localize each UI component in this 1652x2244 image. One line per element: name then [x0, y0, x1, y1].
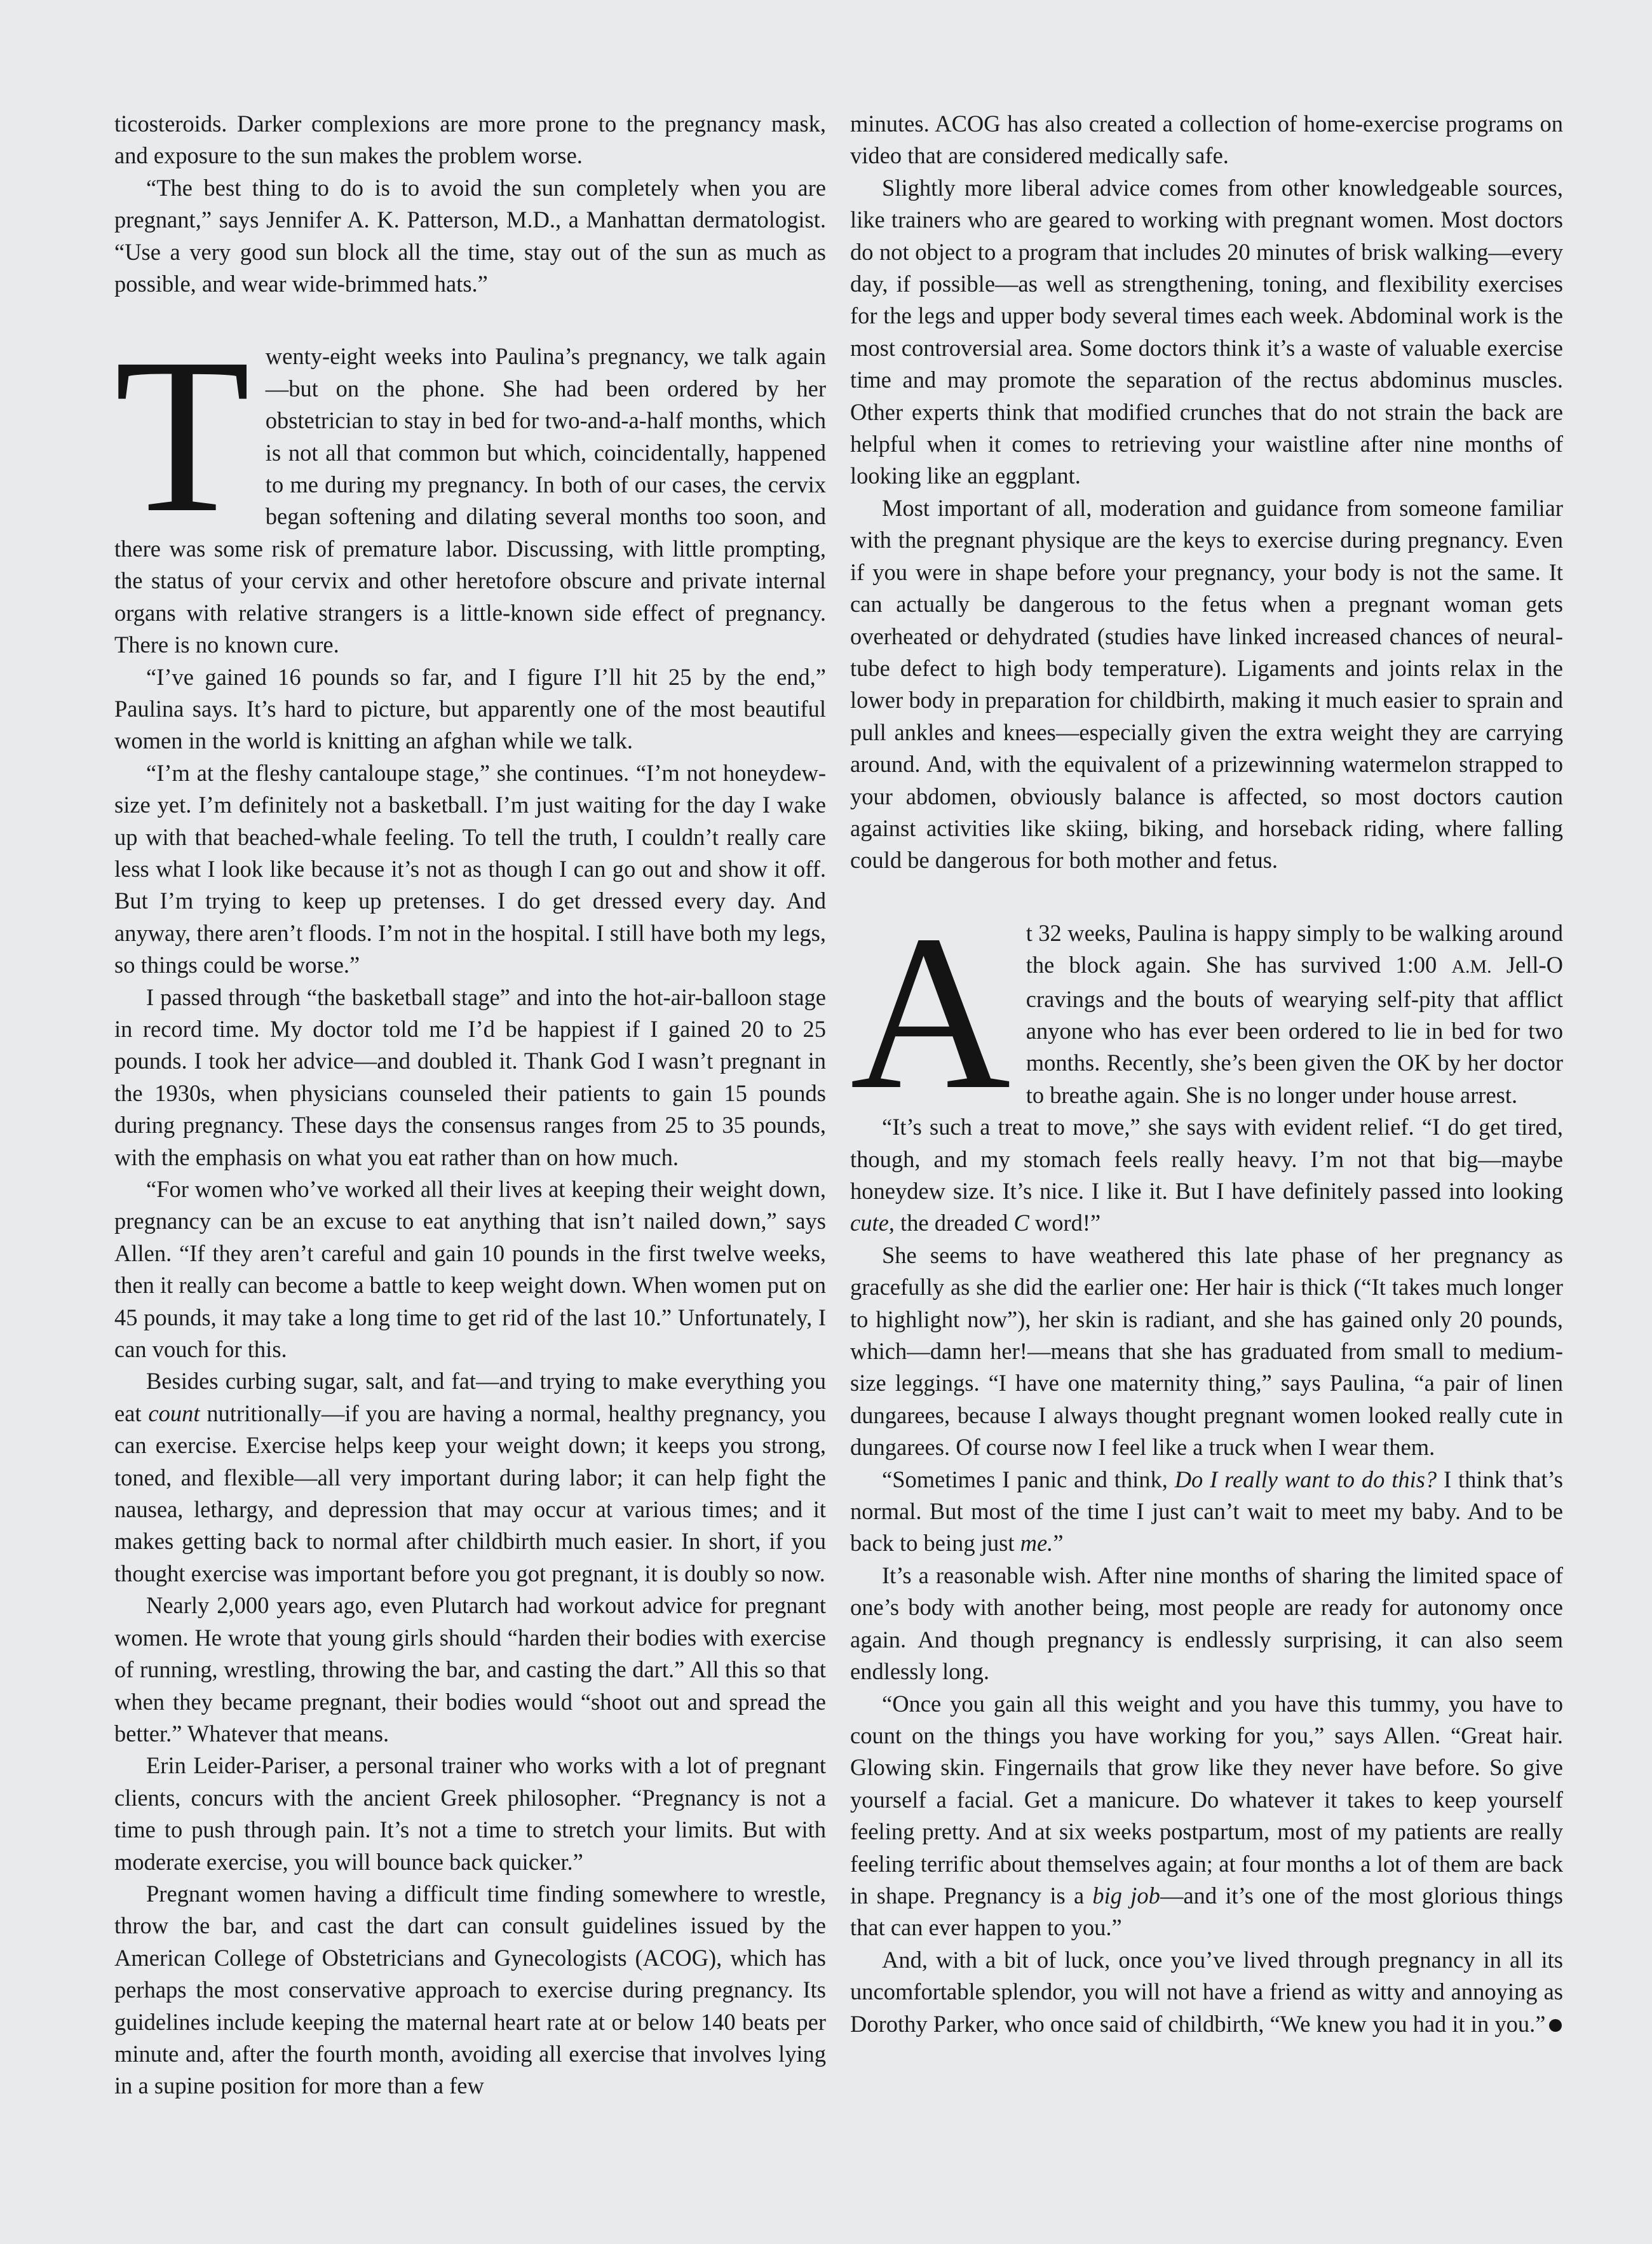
- drop-cap: A: [850, 888, 1011, 1135]
- paragraph: “The best thing to do is to avoid the sun completely when you are pregnant,” says Jennifer A. K. Patterson, M.D., a Manhattan dermatologist. “Use a very good sun block all the time, stay out of the sun as much as possible, and wear wide-brimmed hats.”: [114, 174, 826, 297]
- emphasis: big job: [1092, 1882, 1160, 1909]
- paragraph: I passed through “the basketball stage” and into the hot-air-balloon stage in record time. My doctor told me I’d be happiest if I gained 20 to 25 pounds. I took her advice—and doubled it. Thank God I wasn’t pregnant in the 1930s, when physicians counseled their patients to gain 15 pounds during pregnancy. These days the consensus ranges from 25 to 35 pounds, with the emphasis on what you eat rather than on how much.: [114, 983, 826, 1170]
- emphasis: count: [148, 1400, 200, 1426]
- drop-cap: T: [114, 312, 250, 559]
- paragraph: She seems to have weathered this late phase of her pregnancy as gracefully as she did the earlier one: Her hair is thick (“It takes much longer to highlight now”), her skin is radiant, and she has gained only 20 pounds, which—damn her!—means that she has graduated from small to medium-size leggings. “I have one maternity thing,” says Paulina, “a pair of linen dungarees, because I always thought pregnant women looked really cute in dungarees. Of course now I feel like a truck when I wear them.: [850, 1241, 1563, 1461]
- paragraph: Besides curbing sugar, salt, and fat—and trying to make everything you eat count nutritionally—if you are having a normal, healthy pregnancy, you can exercise. Exercise helps keep your weight down; it keeps you strong, toned, and flexible—all very important during labor; it can help fight the nausea, lethargy, and depression that may occur at various times; and it makes getting back to normal after childbirth much easier. In short, if you thought exercise was important before you got pregnant, it is doubly so now.: [114, 1368, 826, 1586]
- emphasis: cute,: [850, 1210, 895, 1236]
- paragraph: Most important of all, moderation and guidance from someone familiar with the pregnant physique are the keys to exercise during pregnancy. Even if you were in shape before your pregnancy, your body is not the same. It can actually be dangerous to the fetus when a pregnant woman gets overheated or dehydrated (studies have linked increased chances of neural-tube defect to high body temperature). Ligaments and joints relax in the lower body in preparation for childbirth, making it much easier to sprain and pull ankles and knees—especially given the extra weight they are carrying around. And, with the equivalent of a prizewinning watermelon strapped to your abdomen, obviously balance is affected, so most doctors caution against activities like skiing, biking, and horseback riding, where falling could be dangerous for both mother and fetus.: [850, 494, 1563, 874]
- emphasis: me.: [1020, 1530, 1053, 1557]
- paragraph: ticosteroids. Darker complexions are more prone to the pregnancy mask, and exposure to the sun makes the problem worse.: [114, 111, 826, 169]
- paragraph: minutes. ACOG has also created a collection of home-exercise programs on video that are considered medically safe.: [850, 111, 1563, 169]
- paragraph: “I’m at the fleshy cantaloupe stage,” she continues. “I’m not honeydew-size yet. I’m definitely not a basketball. I’m just waiting for the day I wake up with that beached-whale feeling. To tell the truth, I couldn’t really care less what I look like because it’s not as though I can go out and show it off. But I’m trying to keep up pretenses. I do get dressed every day. And anyway, there aren’t floods. I’m not in the hospital. I still have both my legs, so things could be worse.”: [114, 759, 826, 978]
- paragraph: Nearly 2,000 years ago, even Plutarch had workout advice for pregnant women. He wrote that young girls should “harden their bodies with exercise of running, wrestling, throwing the bar, and casting the dart.” All this so that when they became pregnant, their bodies would “shoot out and spread the better.” Whatever that means.: [114, 1592, 826, 1747]
- section-opening-paragraph: At 32 weeks, Paulina is happy simply to be walking around the block again. She has survived 1:00 A.M. Jell-O cravings and the bouts of wearying self-pity that afflict anyone who has ever been ordered to lie in bed for two months. Recently, she’s been given the OK by her doctor to breathe again. She is no longer under house arrest.: [850, 888, 1563, 1135]
- end-mark-icon: [1549, 2019, 1562, 2032]
- paragraph: And, with a bit of luck, once you’ve lived through pregnancy in all its uncomfortable splendor, you will not have a friend as witty and annoying as Dorothy Parker, who once said of childbirth, “We knew you had it in you.”: [850, 1946, 1563, 2037]
- paragraph: “Sometimes I panic and think, Do I really want to do this? I think that’s normal. But most of the time I just can’t wait to meet my baby. And to be back to being just me.”: [850, 1466, 1563, 1557]
- section-opening-paragraph: Twenty-eight weeks into Paulina’s pregnancy, we talk again—but on the phone. She had been ordered by her obstetrician to stay in bed for two-and-a-half months, which is not all that common but which, coincidentally, happened to me during my pregnancy. In both of our cases, the cervix began softening and dilating several months too soon, and there was some risk of premature labor. Discussing, with little prompting, the status of your cervix and other heretofore obscure and private internal organs with relative strangers is a little-known side effect of pregnancy. There is no known cure.: [114, 312, 826, 658]
- right-column: [850, 108, 1563, 2040]
- paragraph: Erin Leider-Pariser, a personal trainer who works with a lot of pregnant clients, concurs with the ancient Greek philosopher. “Pregnancy is not a time to push through pain. It’s not a time to stretch your limits. But with moderate exercise, you will bounce back quicker.”: [114, 1752, 826, 1875]
- emphasis: C: [1013, 1210, 1029, 1236]
- left-column: [114, 108, 826, 2102]
- paragraph: “I’ve gained 16 pounds so far, and I figure I’ll hit 25 by the end,” Paulina says. It’s hard to picture, but apparently one of the most beautiful women in the world is knitting an afghan while we talk.: [114, 663, 826, 754]
- paragraph: It’s a reasonable wish. After nine months of sharing the limited space of one’s body with another being, most people are ready for autonomy once again. And though pregnancy is endlessly surprising, it can also seem endlessly long.: [850, 1562, 1563, 1685]
- paragraph: “Once you gain all this weight and you have this tummy, you have to count on the things you have working for you,” says Allen. “Great hair. Glowing skin. Fingernails that grow like they never have before. So give yourself a facial. Get a manicure. Do whatever it takes to keep yourself feeling pretty. And at six weeks postpartum, most of my patients are really feeling terrific about themselves again; at four months a lot of them are back in shape. Pregnancy is a big job—and it’s one of the most glorious things that can ever happen to you.”: [850, 1690, 1563, 1941]
- paragraph: Slightly more liberal advice comes from other knowledgeable sources, like trainers who are geared to working with pregnant women. Most doctors do not object to a program that includes 20 minutes of brisk walking—every day, if possible—as well as strengthening, toning, and flexibility exercises for the legs and upper body several times each week. Abdominal work is the most controversial area. Some doctors think it’s a waste of valuable exercise time and may promote the separation of the rectus abdominus muscles. Other experts think that modified crunches that do not strain the back are helpful when it comes to retrieving your waistline after nine months of looking like an eggplant.: [850, 174, 1563, 489]
- paragraph: “It’s such a treat to move,” she says with evident relief. “I do get tired, though, and my stomach feels really heavy. I’m not that big—maybe honeydew size. It’s nice. I like it. But I have definitely passed into looking cute, the dreaded C word!”: [850, 1114, 1563, 1236]
- paragraph: “For women who’ve worked all their lives at keeping their weight down, pregnancy can be an excuse to eat anything that isn’t nailed down,” says Allen. “If they aren’t careful and gain 10 pounds in the first twelve weeks, then it really can become a battle to keep weight down. When women put on 45 pounds, it may take a long time to get rid of the last 10.” Unfortunately, I can vouch for this.: [114, 1176, 826, 1363]
- emphasis: Do I really want to do this?: [1174, 1466, 1437, 1492]
- paragraph: Pregnant women having a difficult time finding somewhere to wrestle, throw the bar, and cast the dart can consult guidelines issued by the American College of Obstetricians and Gynecologists (ACOG), which has perhaps the most conservative approach to exercise during pregnancy. Its guidelines include keeping the maternal heart rate at or below 140 beats per minute and, after the fourth month, avoiding all exercise that involves lying in a supine position for more than a few: [114, 1880, 826, 2099]
